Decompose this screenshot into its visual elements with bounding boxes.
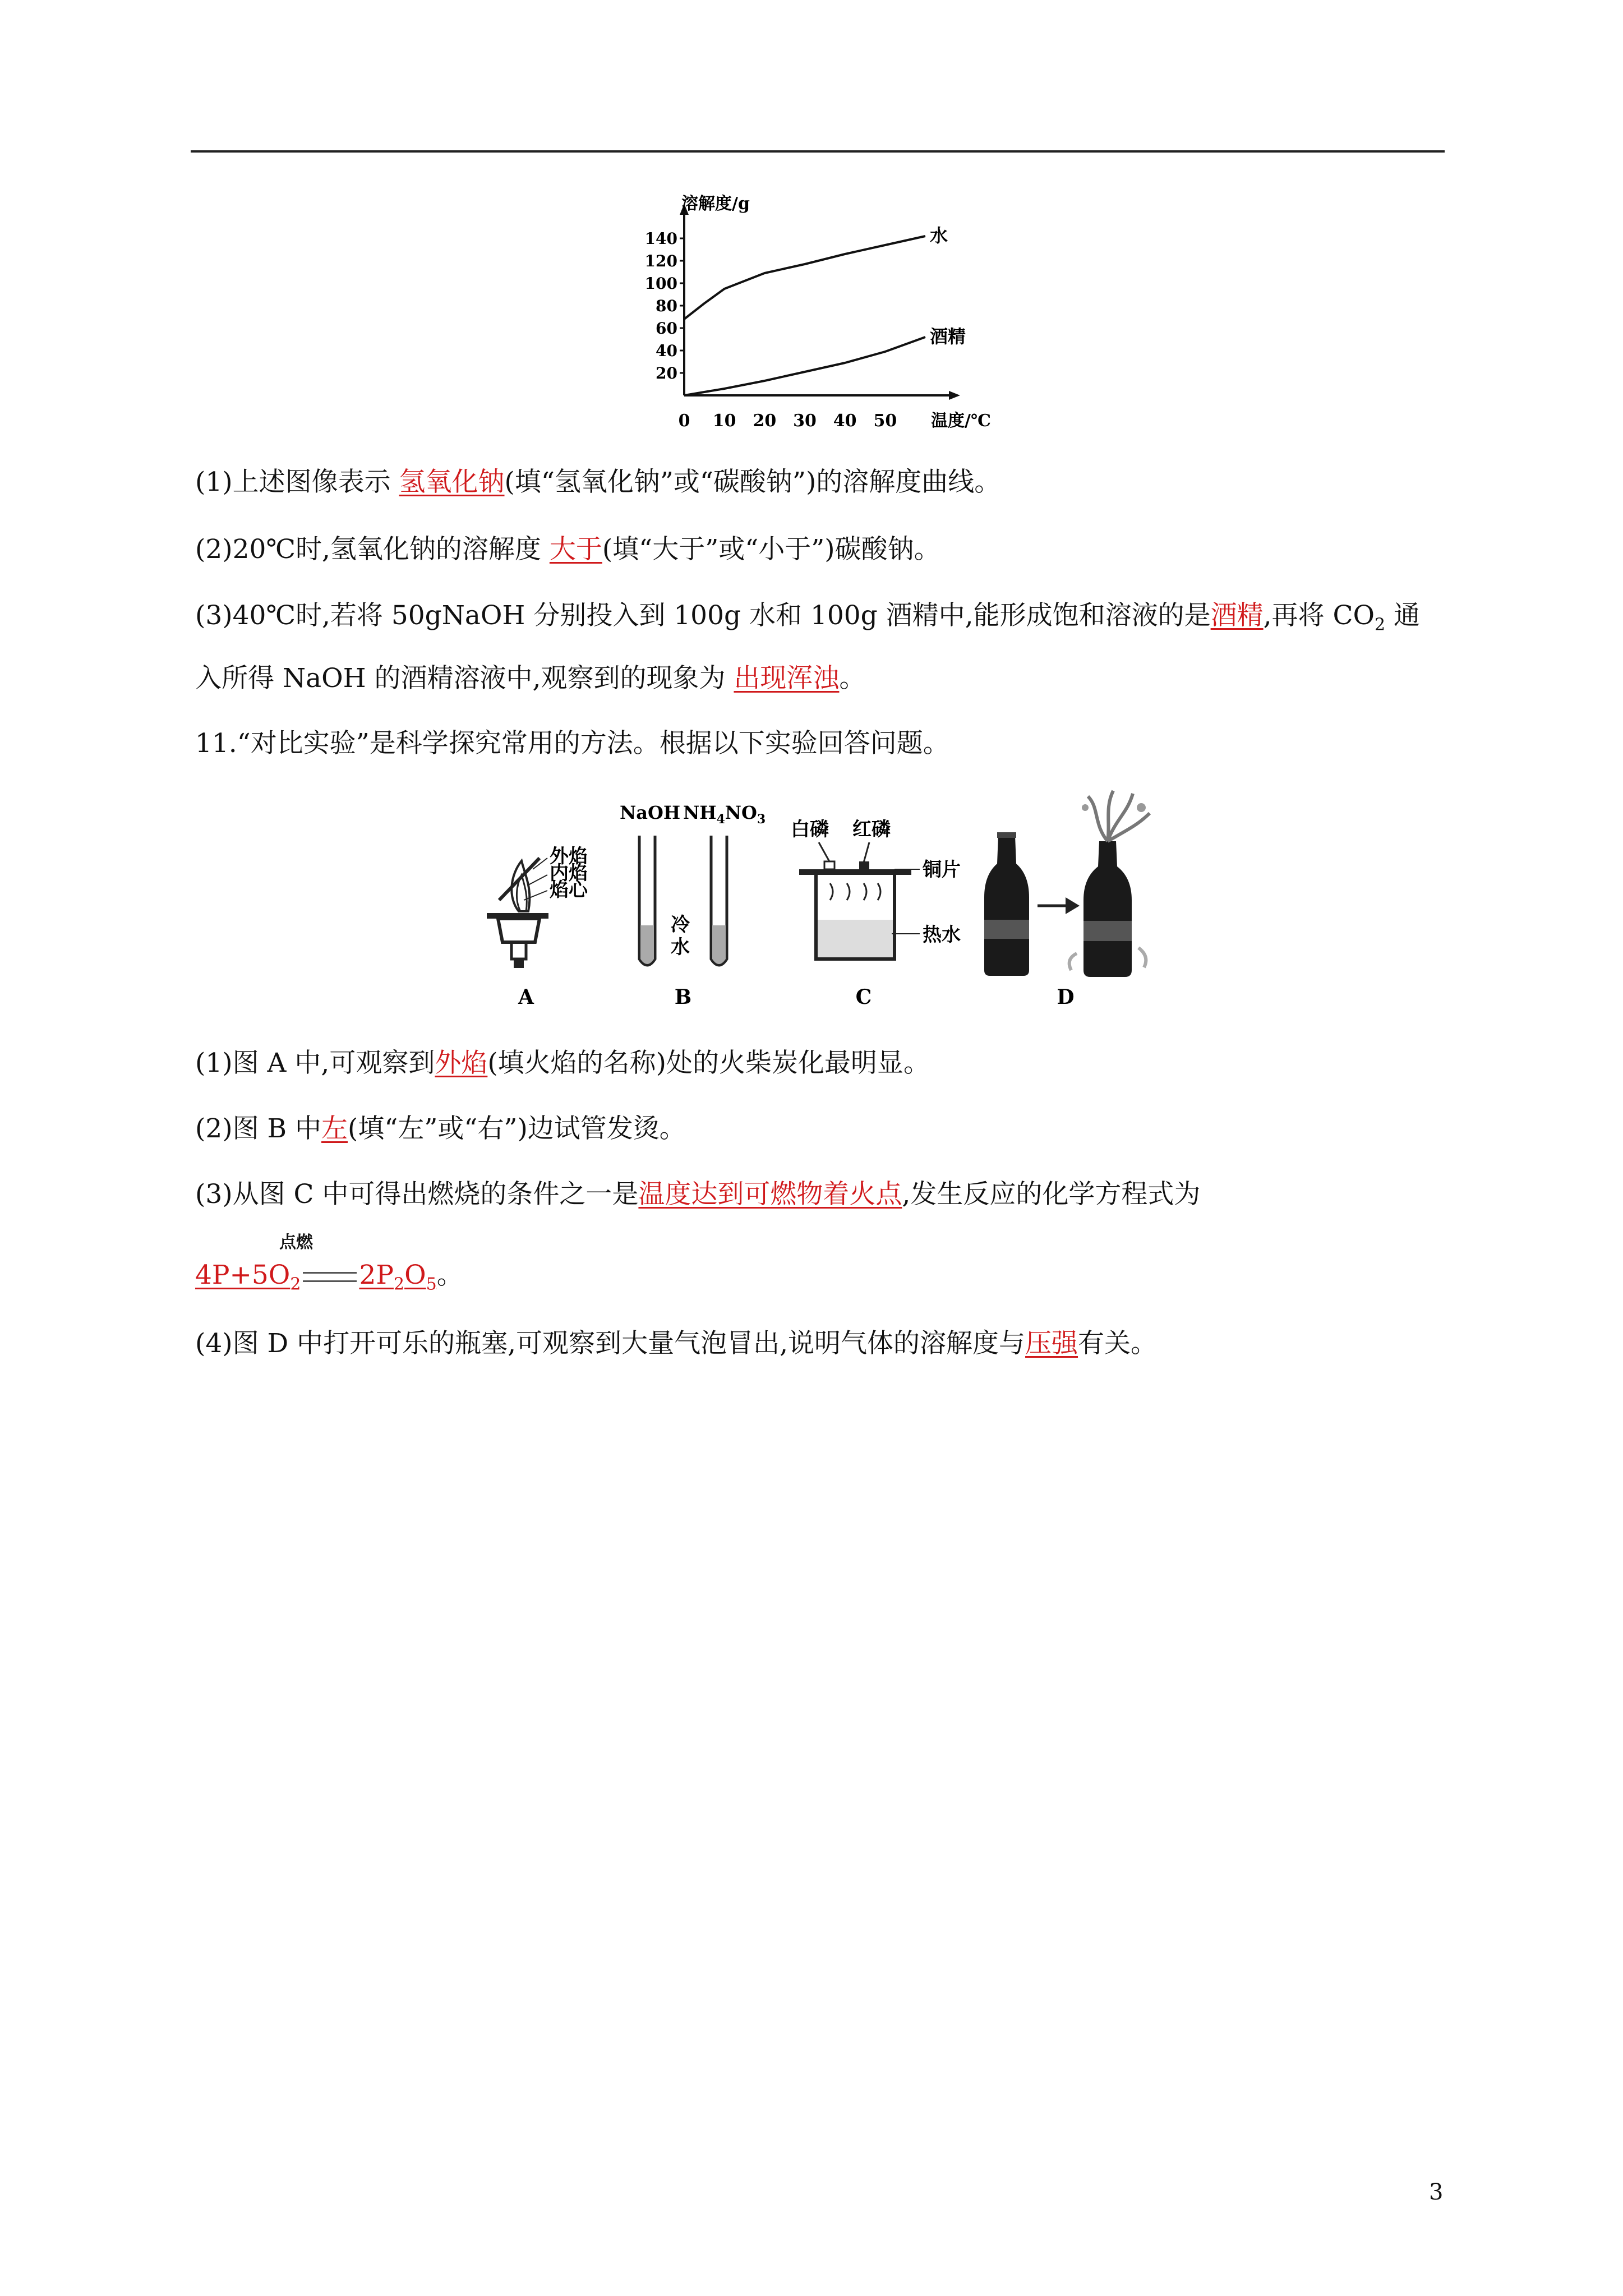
eq-product: 2P xyxy=(359,1260,394,1290)
y-tick-label: 100 xyxy=(644,274,677,293)
y-tick-label: 60 xyxy=(656,319,677,338)
q10-p3-answer: 酒精 xyxy=(1210,600,1264,631)
q10-part3a xyxy=(195,599,1420,642)
q11-p2-tail: (填“左”或“右”)边试管发烫。 xyxy=(348,1113,686,1144)
q11-p2-answer: 左 xyxy=(321,1113,348,1144)
y-tick-label: 40 xyxy=(656,342,677,360)
q11-part4 xyxy=(195,1327,1157,1361)
series-line-1 xyxy=(684,337,925,395)
x-tick-label: 20 xyxy=(753,411,777,431)
page-number: 3 xyxy=(1429,2179,1444,2205)
figure-d-cola-bottles xyxy=(984,791,1150,977)
caption-b: B xyxy=(674,985,692,1009)
eq-double-bar xyxy=(303,1272,357,1282)
q10-p3a-tail: ,再将 CO xyxy=(1263,600,1375,631)
q10-p3b-answer: 出现浑浊 xyxy=(734,663,840,694)
q10-p1-text: (1)上述图像表示 xyxy=(195,467,399,497)
q11-p1-answer: 外焰 xyxy=(435,1048,488,1078)
label-flame-core: 焰心 xyxy=(550,879,588,901)
x-tick-label: 30 xyxy=(793,411,817,431)
x-tick-label: 40 xyxy=(833,411,857,431)
solubility-chart xyxy=(617,194,991,437)
q10-p1-tail: (填“氢氧化钠”或“碳酸钠”)的溶解度曲线。 xyxy=(504,467,1001,497)
series-label-1: 酒精 xyxy=(930,326,966,347)
eq-condition: 点燃 xyxy=(279,1233,313,1252)
eq-o2-sub: 2 xyxy=(290,1274,301,1294)
q11-p4-tail: 有关。 xyxy=(1078,1328,1158,1359)
q11-p4-text: (4)图 D 中打开可乐的瓶塞,可观察到大量气泡冒出,说明气体的溶解度与 xyxy=(195,1328,1026,1359)
label-naoh: NaOH xyxy=(620,802,681,823)
label-nh4no3: $NH_4NO_3$ xyxy=(683,802,766,827)
y-tick-label: 140 xyxy=(644,229,677,248)
q11-p3-tail: ,发生反应的化学方程式为 xyxy=(902,1179,1201,1210)
co2-subscript: 2 xyxy=(1375,615,1386,635)
series-label-0: 水 xyxy=(930,225,948,246)
x-axis-label: 温度/℃ xyxy=(931,411,991,431)
x-tick-label: 0 xyxy=(678,411,690,431)
label-inner-flame: 内焰 xyxy=(550,862,588,884)
q10-part2 xyxy=(195,533,940,566)
eq-o5-sub: 5 xyxy=(426,1274,437,1294)
x-tick-label: 10 xyxy=(712,411,736,431)
q10-p2-text: (2)20℃时,氢氧化钠的溶解度 xyxy=(195,534,550,565)
q10-p3a-end: 通 xyxy=(1385,600,1421,631)
figure-b-test-tubes xyxy=(620,802,766,965)
y-tick-label: 20 xyxy=(656,364,677,382)
q10-p3a-text: (3)40℃时,若将 50gNaOH 分别投入到 100g 水和 100g 酒精中,能形成饱和溶液的是 xyxy=(195,600,1211,631)
eq-reactants: 4P+5O xyxy=(195,1260,291,1290)
label-white-phosphorus: 白磷 xyxy=(791,818,829,841)
y-tick-label: 80 xyxy=(656,297,677,315)
q11-part3 xyxy=(195,1178,1200,1211)
q11-p3-answer: 温度达到可燃物着火点 xyxy=(638,1179,902,1210)
label-copper-plate: 铜片 xyxy=(923,859,961,881)
q10-part3b xyxy=(195,662,865,695)
q11-stem: 11.“对比实验”是科学探究常用的方法。根据以下实验回答问题。 xyxy=(195,728,949,759)
caption-c: C xyxy=(855,985,872,1009)
y-tick-label: 120 xyxy=(644,252,677,270)
q10-part1 xyxy=(195,465,1000,499)
header-rule xyxy=(191,150,1445,153)
eq-p2-sub: 2 xyxy=(393,1274,405,1294)
figure-a-alcohol-lamp xyxy=(487,845,589,968)
eq-period: 。 xyxy=(436,1260,463,1290)
label-outer-flame: 外焰 xyxy=(550,845,588,868)
label-hot-water: 热水 xyxy=(923,924,961,946)
eq-product-o: O xyxy=(404,1260,426,1290)
q11-p1-text: (1)图 A 中,可观察到 xyxy=(195,1048,435,1078)
series-line-0 xyxy=(684,236,925,319)
label-cold: 冷 xyxy=(671,914,690,936)
q11-part2 xyxy=(195,1112,686,1146)
q11-p3-text: (3)从图 C 中可得出燃烧的条件之一是 xyxy=(195,1179,639,1210)
label-red-phosphorus: 红磷 xyxy=(852,818,891,841)
q11-p2-text: (2)图 B 中 xyxy=(195,1113,321,1144)
q11-p1-tail: (填火焰的名称)处的火柴炭化最明显。 xyxy=(487,1048,930,1078)
q10-p3b-tail: 。 xyxy=(839,663,866,694)
combustion-equation xyxy=(195,1233,463,1294)
x-tick-label: 50 xyxy=(873,411,897,431)
q10-p3b-text: 入所得 NaOH 的酒精溶液中,观察到的现象为 xyxy=(195,663,734,694)
q10-p2-tail: (填“大于”或“小于”)碳酸钠。 xyxy=(602,534,940,565)
experiment-figure xyxy=(477,791,1161,1015)
y-axis-label: 溶解度/g xyxy=(681,194,750,214)
x-axis-arrow xyxy=(949,391,960,400)
q10-p2-answer: 大于 xyxy=(549,534,602,565)
figure-c-phosphorus-experiment xyxy=(791,818,961,959)
q11-part1 xyxy=(195,1046,930,1080)
label-water: 水 xyxy=(671,936,690,958)
caption-d: D xyxy=(1057,985,1075,1009)
q11-p4-answer: 压强 xyxy=(1025,1328,1078,1359)
q10-p1-answer: 氢氧化钠 xyxy=(399,467,505,497)
caption-a: A xyxy=(518,985,534,1009)
